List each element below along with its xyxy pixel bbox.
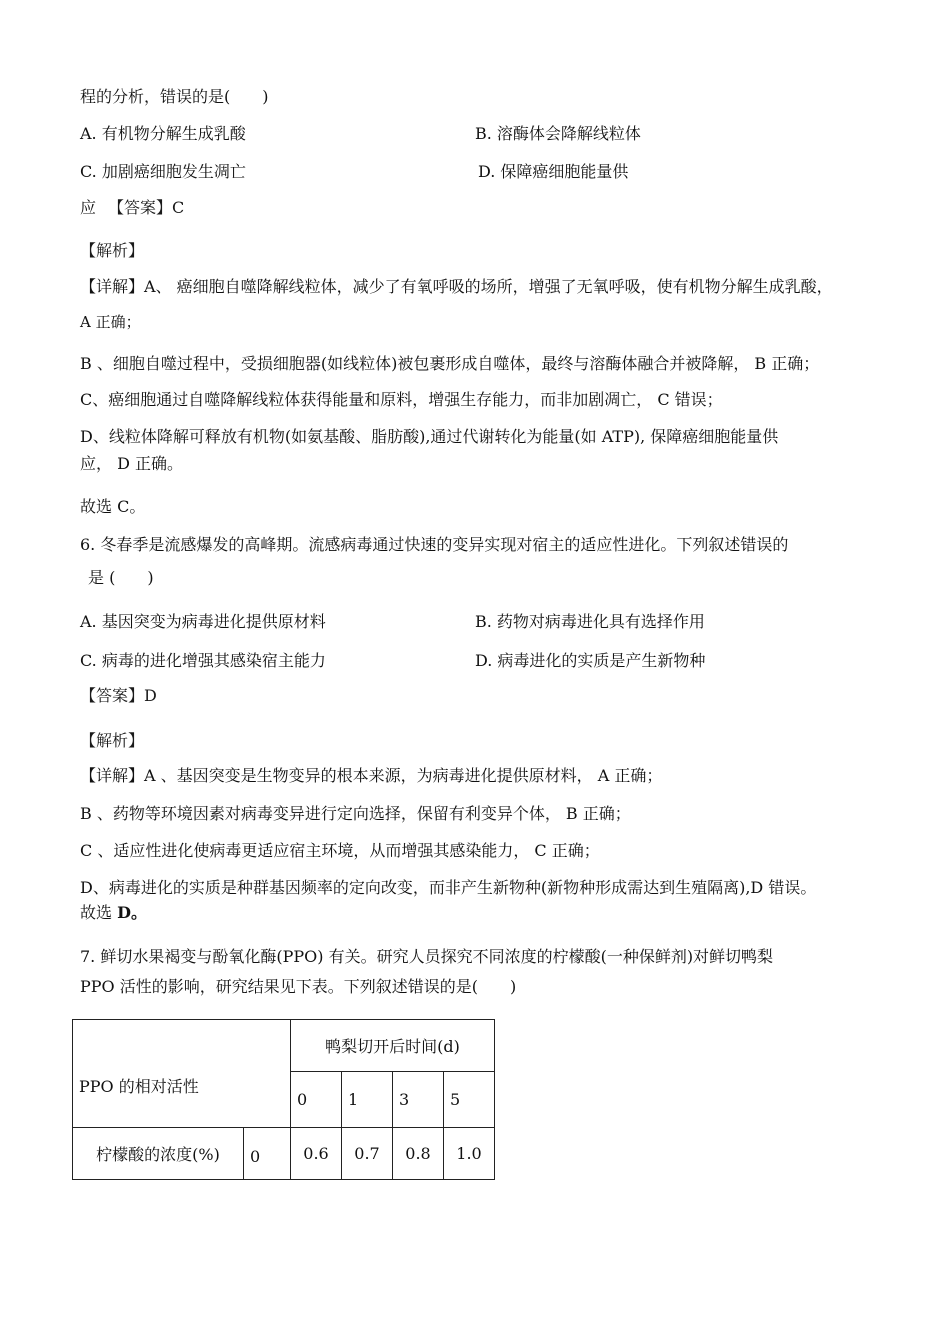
- q6-detail-b: B 、药物等环境因素对病毒变异进行定向选择，保留有利变异个体， B 正确；: [80, 804, 631, 823]
- q5-detail-b: B 、细胞自噬过程中，受损细胞器(如线粒体)被包裹形成自噬体，最终与溶酶体融合并被降解， B 正确；: [80, 354, 820, 373]
- q5-option-a: A. 有机物分解生成乳酸: [80, 124, 246, 143]
- q7-stem-cont: PPO 活性的影响，研究结果见下表。下列叙述错误的是( ): [80, 977, 517, 996]
- q7-stem: 7. 鲜切水果褐变与酚氧化酶(PPO) 有关。研究人员探究不同浓度的柠檬酸(一种保鲜剂)对鲜切鸭梨: [80, 947, 774, 966]
- q5-stem-end: 程的分析，错误的是( ): [80, 87, 269, 106]
- q5-detail-a: 【详解】A、 癌细胞自噬降解线粒体，减少了有氧呼吸的场所，增强了无氧呼吸，使有机物分解生成乳酸，: [80, 277, 833, 296]
- q5-option-d-cont: 应: [80, 198, 97, 217]
- q5-detail-d: D、线粒体降解可释放有机物(如氨基酸、脂肪酸),通过代谢转化为能量(如 ATP), 保障癌细胞能量供: [80, 427, 779, 446]
- q5-option-b: B. 溶酶体会降解线粒体: [475, 124, 641, 143]
- q6-option-c: C. 病毒的进化增强其感染宿主能力: [80, 651, 326, 670]
- day-cell: 0: [291, 1072, 342, 1128]
- q5-choose: 故选 C。: [80, 497, 146, 516]
- q6-detail-a: 【详解】A 、基因突变是生物变异的根本来源，为病毒进化提供原材料， A 正确；: [80, 766, 663, 785]
- q6-detail-c: C 、适应性进化使病毒更适应宿主环境，从而增强其感染能力， C 正确；: [80, 841, 600, 860]
- q6-choose-prefix: 故选: [80, 903, 118, 922]
- q5-option-c: C. 加剧癌细胞发生凋亡: [80, 162, 246, 181]
- q6-detail-d: D、病毒进化的实质是种群基因频率的定向改变，而非产生新物种(新物种形成需达到生殖隔离),D 错误。: [80, 878, 817, 897]
- q5-analysis-heading: 【解析】: [80, 241, 145, 260]
- concentration-cell: 0: [244, 1128, 291, 1180]
- q5-answer: 【答案】C: [108, 198, 185, 217]
- q6-option-d: D. 病毒进化的实质是产生新物种: [475, 651, 706, 670]
- q6-option-b: B. 药物对病毒进化具有选择作用: [475, 612, 705, 631]
- q5-detail-d-cont: 应， D 正确。: [80, 454, 184, 473]
- concentration-cell: 1.0: [444, 1128, 495, 1180]
- q6-answer: 【答案】D: [80, 686, 157, 705]
- q6-stem: 6. 冬春季是流感爆发的高峰期。流感病毒通过快速的变异实现对宿主的适应性进化。下列叙述错误的: [80, 535, 789, 554]
- q6-choose: [80, 902, 147, 924]
- q5-detail-a-cont: A 正确；: [80, 313, 141, 331]
- concentration-label: 柠檬酸的浓度(%): [73, 1128, 244, 1180]
- q6-choose-answer: D。: [117, 903, 147, 922]
- q5-detail-c: C、癌细胞通过自噬降解线粒体获得能量和原料，增强生存能力，而非加剧凋亡， C 错误；: [80, 390, 723, 409]
- time-header: 鸭梨切开后时间(d): [291, 1020, 495, 1072]
- q6-option-a: A. 基因突变为病毒进化提供原材料: [80, 612, 326, 631]
- q6-analysis-heading: 【解析】: [80, 731, 145, 750]
- day-cell: 5: [444, 1072, 495, 1128]
- q6-stem-cont: 是 ( ): [88, 568, 154, 587]
- concentration-cell: 0.7: [342, 1128, 393, 1180]
- ppo-activity-label: PPO 的相对活性: [73, 1020, 291, 1128]
- day-cell: 1: [342, 1072, 393, 1128]
- ppo-activity-table: [72, 1019, 495, 1180]
- concentration-cell: 0.6: [291, 1128, 342, 1180]
- day-cell: 3: [393, 1072, 444, 1128]
- concentration-cell: 0.8: [393, 1128, 444, 1180]
- q5-option-d: D. 保障癌细胞能量供: [478, 162, 629, 181]
